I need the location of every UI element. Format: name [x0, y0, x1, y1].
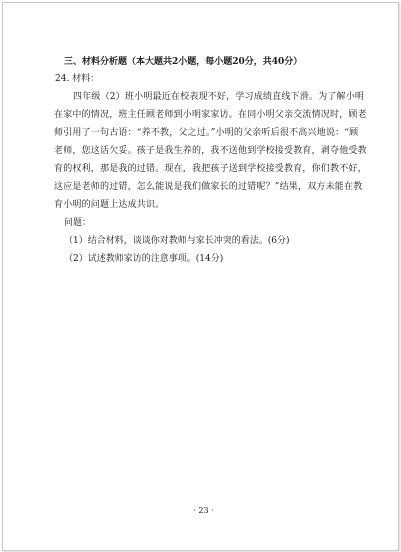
passage-line: 育小明的问题上达成共识。	[54, 200, 165, 210]
passage-line: 育的权利，那是我的过错。现在，我把孩子送到学校接受教育，你们教不好，	[54, 164, 367, 174]
passage-line: 老师，您这话欠妥。孩子是我生养的，我不送他到学校接受教育，剥夺他受教	[54, 146, 367, 156]
passage-line: 这应是老师的过错，怎么能说是我们做家长的过错呢？”结果，双方未能在教	[54, 182, 363, 192]
section-title: 三、材料分析题（本大题共2小题，每小题20分，共40分）	[64, 57, 303, 67]
question-number: 24. 材料：	[55, 74, 100, 84]
passage-line: 四年级（2）班小明最近在校表现不好，学习成绩直线下滑。为了解小明	[73, 92, 365, 102]
passage-line: 在家中的情况，班主任顾老师到小明家家访。在同小明父亲交流情况时，顾老	[54, 110, 367, 120]
document-page	[2, 2, 399, 551]
sub-question-1: （1）结合材料，谈谈你对教师与家长冲突的看法。(6分)	[64, 236, 290, 246]
passage-line: 师引用了一句古语：“养不教，父之过。”小明的父亲听后很不高兴地说：“顾	[54, 128, 359, 138]
prompt-label: 问题：	[64, 218, 92, 228]
page-number: · 23 ·	[193, 506, 214, 515]
sub-question-2: （2）试述教师家访的注意事项。(14分)	[64, 254, 224, 264]
